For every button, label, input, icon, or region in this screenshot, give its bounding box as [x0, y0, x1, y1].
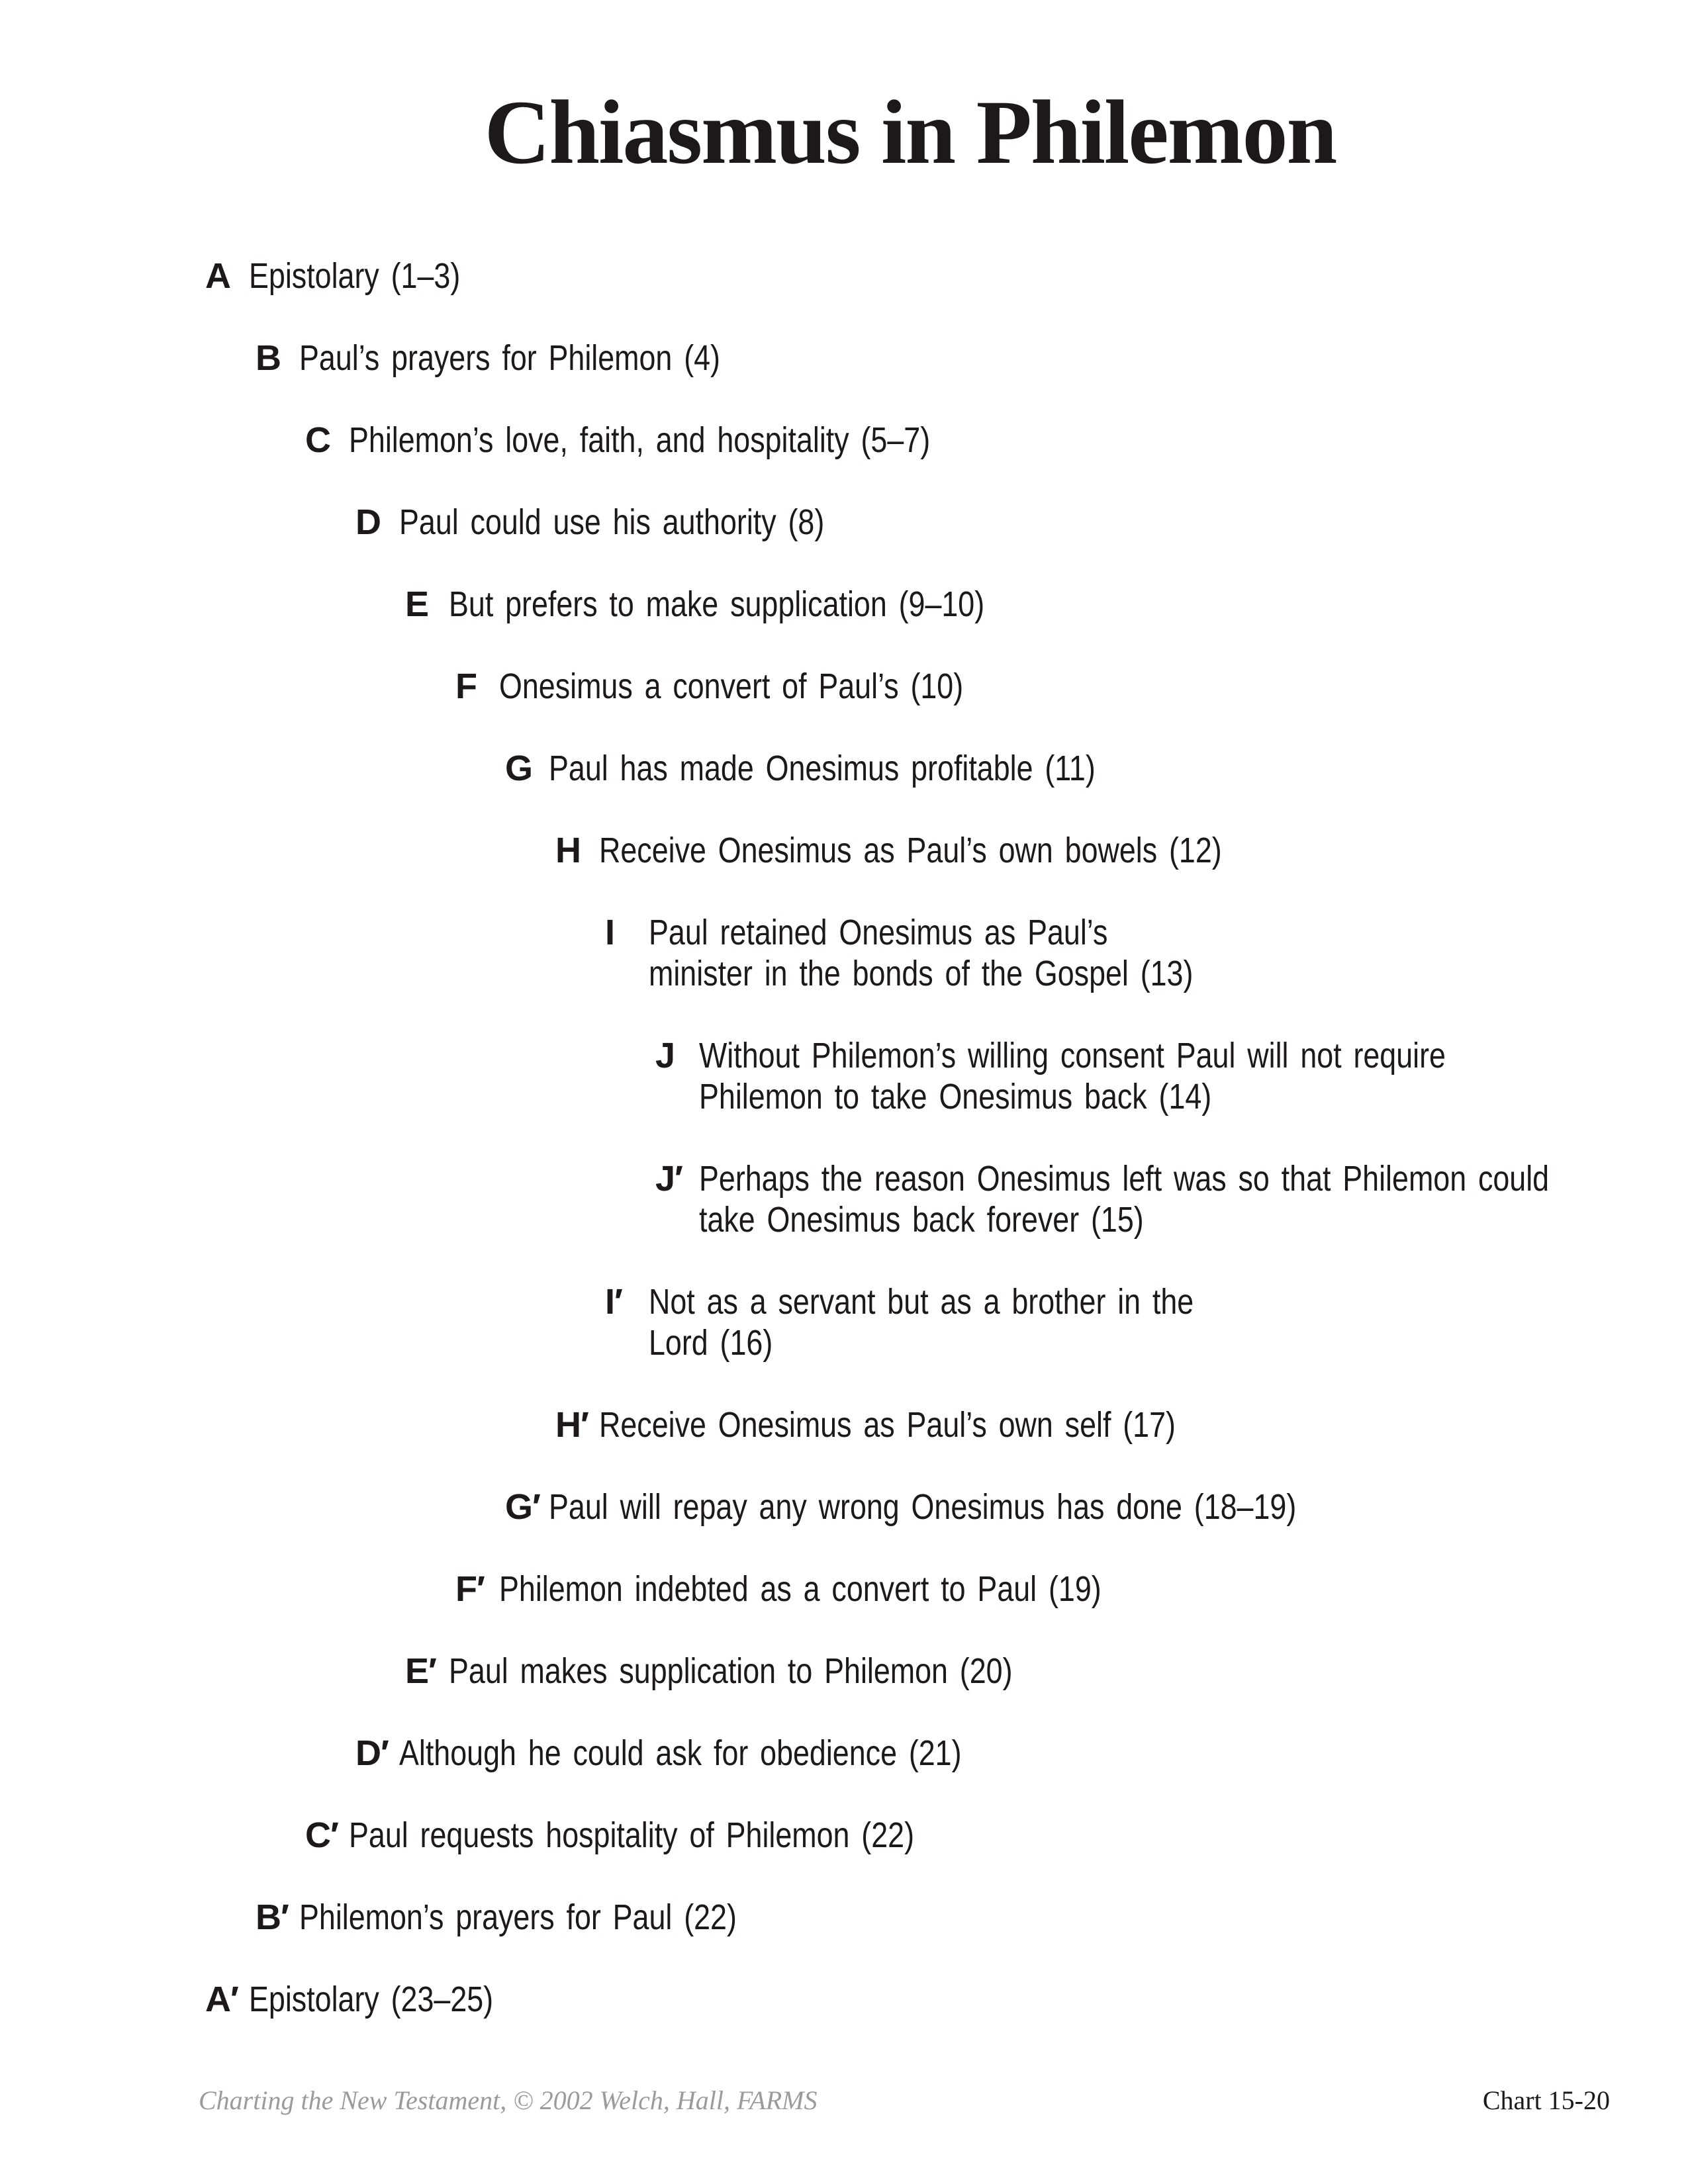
item-label: B′: [256, 1897, 289, 1937]
item-label: G: [505, 749, 533, 788]
list-item: [505, 748, 1207, 789]
item-text: Not as a servant but as a brother in the Lord (16): [649, 1282, 1194, 1363]
item-label: J: [655, 1036, 675, 1075]
list-item: [355, 502, 912, 543]
item-text: Receive Onesimus as Paul’s own bowels (12): [599, 831, 1222, 870]
item-label: F: [455, 666, 477, 706]
item-label: C: [305, 420, 330, 460]
list-item: [655, 1035, 1599, 1117]
item-label: D: [355, 502, 381, 542]
item-label: D′: [355, 1733, 389, 1773]
item-label: B: [256, 338, 281, 378]
item-text: Although he could ask for obedience (21): [399, 1733, 962, 1773]
list-item: [256, 1897, 826, 1938]
item-text: But prefers to make supplication (9–10): [449, 584, 985, 624]
list-item: [205, 1979, 543, 2020]
list-item: [305, 420, 1049, 461]
footer-chart-number: Chart 15-20: [1482, 2085, 1610, 2115]
item-text: Onesimus a convert of Paul’s (10): [499, 666, 964, 706]
list-item: [256, 338, 806, 379]
list-item: [455, 666, 1058, 707]
item-label: I: [605, 913, 615, 952]
item-text: Paul has made Onesimus profitable (11): [549, 749, 1096, 788]
item-label: E: [405, 584, 429, 624]
item-text: Without Philemon’s willing consent Paul will not require Philemon to take Onesimus back (14): [699, 1036, 1446, 1116]
list-item: [505, 1486, 1450, 1527]
item-text: Paul requests hospitality of Philemon (22): [349, 1815, 915, 1855]
item-label: I′: [605, 1282, 622, 1322]
item-text: Philemon’s prayers for Paul (22): [299, 1897, 737, 1937]
item-text: Perhaps the reason Onesimus left was so that Philemon could take Onesimus back forever (15): [699, 1159, 1550, 1240]
item-text: Paul will repay any wrong Onesimus has done (18–19): [549, 1487, 1297, 1527]
footer-credit: Charting the New Testament, © 2002 Welch, Hall, FARMS: [199, 2085, 818, 2115]
list-item: [405, 1651, 1128, 1692]
page-title: Chiasmus in Philemon: [484, 81, 1336, 183]
list-item: [555, 830, 1349, 871]
item-label: H: [555, 831, 581, 870]
item-text: Paul makes supplication to Philemon (20): [449, 1651, 1013, 1691]
list-item: [455, 1569, 1225, 1610]
list-item: [305, 1815, 1030, 1856]
item-text: Receive Onesimus as Paul’s own self (17): [599, 1405, 1176, 1445]
list-item: [605, 1281, 1305, 1363]
item-text: Paul’s prayers for Philemon (4): [299, 338, 720, 378]
item-label: C′: [305, 1815, 338, 1855]
list-item: [205, 255, 504, 296]
item-label: J′: [655, 1159, 682, 1199]
list-item: [655, 1158, 1688, 1240]
item-text: Philemon’s love, faith, and hospitality (5–7): [349, 420, 931, 460]
item-label: G′: [505, 1487, 540, 1527]
list-item: [605, 912, 1305, 994]
list-item: [555, 1404, 1293, 1445]
item-label: F′: [455, 1569, 485, 1609]
item-text: Paul could use his authority (8): [399, 502, 825, 542]
item-label: A: [205, 256, 230, 296]
item-label: E′: [405, 1651, 436, 1691]
item-text: Philemon indebted as a convert to Paul (19): [499, 1569, 1102, 1609]
item-label: A′: [205, 1979, 238, 2019]
list-item: [405, 584, 1094, 625]
list-item: [355, 1733, 1077, 1774]
item-text: Epistolary (23–25): [249, 1979, 494, 2019]
item-label: H′: [555, 1405, 588, 1445]
item-text: Paul retained Onesimus as Paul’s minister in the bonds of the Gospel (13): [649, 913, 1194, 993]
item-text: Epistolary (1–3): [249, 256, 461, 296]
